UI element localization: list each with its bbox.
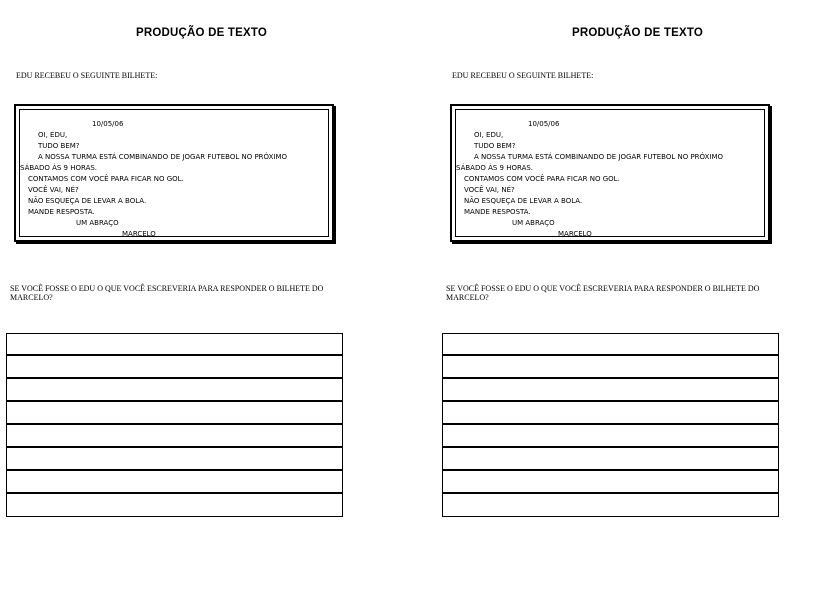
note-line: NÃO ESQUEÇA DE LEVAR A BOLA. xyxy=(28,197,147,205)
note-line: MANDE RESPOSTA. xyxy=(464,208,531,216)
note-greeting: OI, EDU, xyxy=(474,131,504,139)
answer-line xyxy=(443,423,778,425)
note-inner-border xyxy=(19,109,329,237)
note-line: VOCÊ VAI, NÉ? xyxy=(464,186,515,194)
answer-line xyxy=(443,492,778,494)
question-text: SE VOCÊ FOSSE O EDU O QUE VOCÊ ESCREVERIA PARA RESPONDER O BILHETE DO MARCELO? xyxy=(446,284,760,302)
note-line: A NOSSA TURMA ESTÁ COMBINANDO DE JOGAR FUTEBOL NO PRÓXIMO xyxy=(474,153,724,161)
intro-text: EDU RECEBEU O SEGUINTE BILHETE: xyxy=(452,71,594,80)
question-text: SE VOCÊ FOSSE O EDU O QUE VOCÊ ESCREVERIA PARA RESPONDER O BILHETE DO MARCELO? xyxy=(10,284,324,302)
answer-line xyxy=(443,446,778,448)
worksheet-title: PRODUÇÃO DE TEXTO xyxy=(136,27,267,39)
note-signature: MARCELO xyxy=(558,230,592,238)
note-line: CONTAMOS COM VOCÊ PARA FICAR NO GOL. xyxy=(464,175,620,183)
answer-line xyxy=(7,492,342,494)
note-line: TUDO BEM? xyxy=(38,142,80,150)
note-date: 10/05/06 xyxy=(92,120,124,128)
note-closing: UM ABRAÇO xyxy=(512,219,555,227)
answer-line xyxy=(7,469,342,471)
note-inner-border xyxy=(455,109,765,237)
note-line: NÃO ESQUEÇA DE LEVAR A BOLA. xyxy=(464,197,583,205)
answer-line xyxy=(7,377,342,379)
answer-line xyxy=(443,354,778,356)
note-signature: MARCELO xyxy=(122,230,156,238)
answer-line xyxy=(7,400,342,402)
note-date: 10/05/06 xyxy=(528,120,560,128)
note-greeting: OI, EDU, xyxy=(38,131,68,139)
answer-line xyxy=(443,469,778,471)
note-line: VOCÊ VAI, NÉ? xyxy=(28,186,79,194)
note-line: MANDE RESPOSTA. xyxy=(28,208,95,216)
worksheet-right xyxy=(436,0,840,591)
answer-line xyxy=(7,354,342,356)
note-frame xyxy=(14,104,334,242)
answer-area[interactable] xyxy=(6,333,343,517)
note-closing: UM ABRAÇO xyxy=(76,219,119,227)
answer-line xyxy=(7,423,342,425)
note-frame xyxy=(450,104,770,242)
answer-line xyxy=(7,446,342,448)
note-line: A NOSSA TURMA ESTÁ COMBINANDO DE JOGAR FUTEBOL NO PRÓXIMO xyxy=(38,153,288,161)
worksheet-title: PRODUÇÃO DE TEXTO xyxy=(572,27,703,39)
intro-text: EDU RECEBEU O SEGUINTE BILHETE: xyxy=(16,71,158,80)
note-line: SÁBADO ÀS 9 HORAS. xyxy=(20,164,98,172)
note-line: SÁBADO ÀS 9 HORAS. xyxy=(456,164,534,172)
answer-area[interactable] xyxy=(442,333,779,517)
note-line: CONTAMOS COM VOCÊ PARA FICAR NO GOL. xyxy=(28,175,184,183)
answer-line xyxy=(443,400,778,402)
answer-line xyxy=(443,377,778,379)
note-line: TUDO BEM? xyxy=(474,142,516,150)
